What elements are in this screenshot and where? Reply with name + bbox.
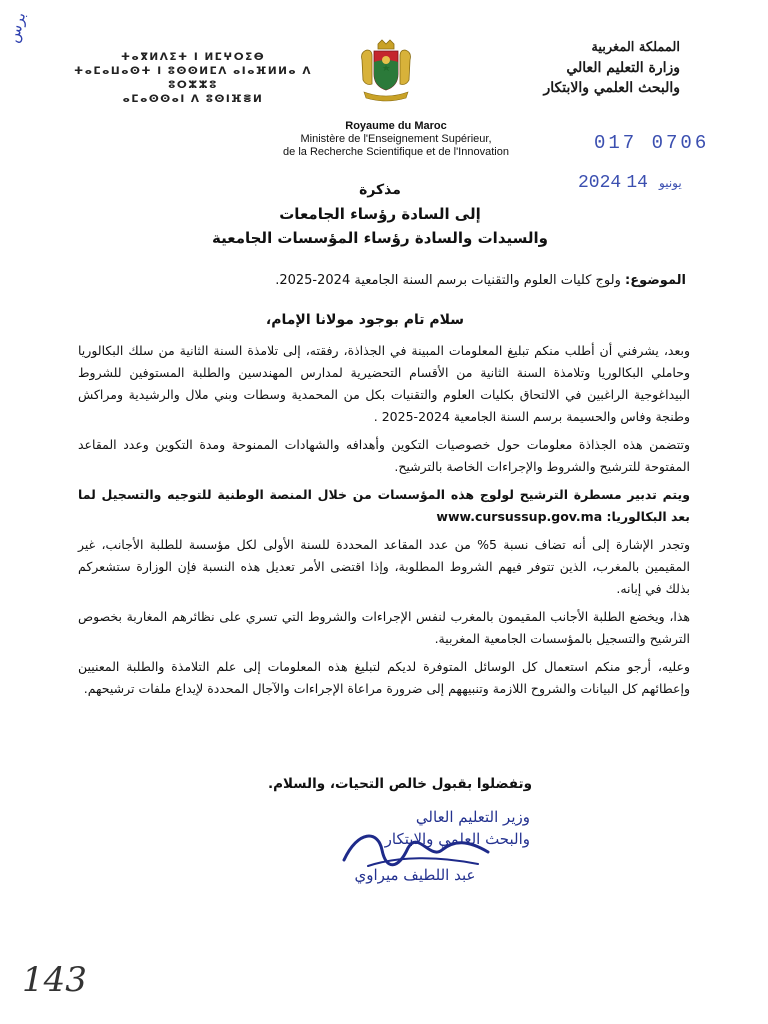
bold-paragraph-text: ويتم تدبير مسطرة الترشيح لولوج هذه المؤسسات من خلال المنصة الوطنية للتوجيه والتسجيل لما بعد البكالوريا: (78, 487, 690, 524)
french-line-2: Ministère de l'Enseignement Supérieur, (300, 133, 492, 145)
page-note: 143 (22, 960, 87, 1000)
header-tifinagh (58, 50, 328, 106)
paragraph-3: وتجدر الإشارة إلى أنه تضاف نسبة 5% من عدد المقاعد المحددة للسنة الأولى لكل مؤسسة للطلبة الأجانب، غير المقيمين بالمغرب، الذين تتوفر فيهم الشروط المطلوبة، وإذا اقتضى الأمر تعديل هذه النسبة فإن الوزارة ستشعركم بذلك في إبانه. (78, 537, 690, 596)
memo-type: مذكرة (359, 182, 401, 198)
french-line-3: de la Recherche Scientifique et de l'Innovation (283, 146, 509, 158)
signature-title-2: والبحث العلمي والابتكار (384, 830, 530, 848)
subject-text: ولوج كليات العلوم والتقنيات برسم السنة الجامعية 2024-2025. (275, 273, 625, 288)
subject-label: الموضوع: (625, 273, 686, 288)
tifinagh-line-2: ⵜⴰⵎⴰⵡⴰⵙⵜ ⵏ ⵓⵙⵙⵍⵎⴷ ⴰⵏⴰⴼⵍⵍⴰ ⴷ ⵓⵔⵣⵣⵓ (74, 65, 312, 91)
stamp-number: 017 0706 (594, 132, 710, 154)
handwritten-signature (338, 820, 498, 880)
subject-line (88, 270, 686, 292)
tifinagh-line-1: ⵜⴰⴳⵍⴷⵉⵜ ⵏ ⵍⵎⵖⵔⵉⴱ (120, 51, 266, 63)
stamp-date (578, 172, 688, 193)
paragraph-4: هذا، ويخضع الطلبة الأجانب المقيمون بالمغرب لنفس الإجراءات والشروط التي تسري على نظائرهم المغاربة بخصوص الترشيح والتسجيل بالمؤسسات الجامعية المغربية. (78, 609, 690, 646)
margin-note: برس (4, 10, 30, 45)
greeting: سلام تام بوجود مولانا الإمام، (265, 312, 465, 328)
letter-body (78, 340, 690, 700)
tifinagh-line-3: ⴰⵎⴰⵙⵙⴰⵏ ⴷ ⵓⵙⵏⴼⴻⵍ (122, 93, 264, 105)
arabic-line-1: المملكة المغربية (591, 40, 680, 55)
arabic-line-3: والبحث العلمي والابتكار (543, 80, 680, 96)
stamp-month: يونيو (659, 176, 682, 190)
coat-of-arms-icon (358, 38, 414, 104)
recipient-line-2: والسيدات والسادة رؤساء المؤسسات الجامعية (212, 229, 548, 247)
platform-url: www.cursussup.gov.ma (436, 509, 603, 524)
stamp-day: 14 (626, 173, 648, 193)
stamp-year: 2024 (578, 173, 622, 193)
paragraph-bold (78, 484, 690, 528)
paragraph-2: وتتضمن هذه الجذاذة معلومات حول خصوصيات التكوين وأهدافه والشهادات الممنوحة ومدة التكوين وعدد المقاعد المفتوحة للترشيح والشروط والإجراءات الخاصة بالترشيح. (78, 437, 690, 474)
signature-name: عبد اللطيف ميراوي (354, 866, 476, 884)
french-line-1: Royaume du Maroc (345, 120, 447, 132)
header-arabic (480, 38, 680, 98)
signature-title-1: وزير التعليم العالي (415, 808, 530, 826)
memo-title-block (180, 178, 580, 250)
recipient-line-1: إلى السادة رؤساء الجامعات (279, 205, 481, 223)
header-french (246, 120, 546, 159)
paragraph-5: وعليه، أرجو منكم استعمال كل الوسائل المتوفرة لديكم لتبليغ هذه المعلومات إلى علم التلامذة والطلبة المعنيين وإعطائهم كل البيانات والشروح اللازمة وتنبيههم إلى ضرورة مراعاة الإجراءات والآجال المحددة لإيداع ملفات ترشيحهم. (78, 659, 690, 696)
closing: وتفضلوا بقبول خالص التحيات، والسلام. (268, 776, 532, 792)
paragraph-1: وبعد، يشرفني أن أطلب منكم تبليغ المعلومات المبينة في الجذاذة، رفقته، إلى تلامذة السنة الثانية من سلك البكالوريا وحاملي البكالوريا وتلامذة السنة الثانية من الأقسام التحضيرية لمدارس المهندسين والطلبة المستوفين للشروط البيداغوجية الراغبين في الالتحاق بكليات العلوم والتقنيات بكل من المحمدية وسطات وبني ملال والرشيدية ومراكش وطنجة وفاس والحسيمة برسم السنة الجامعية 2024-2025 . (78, 343, 690, 424)
arabic-line-2: وزارة التعليم العالي (566, 60, 680, 76)
